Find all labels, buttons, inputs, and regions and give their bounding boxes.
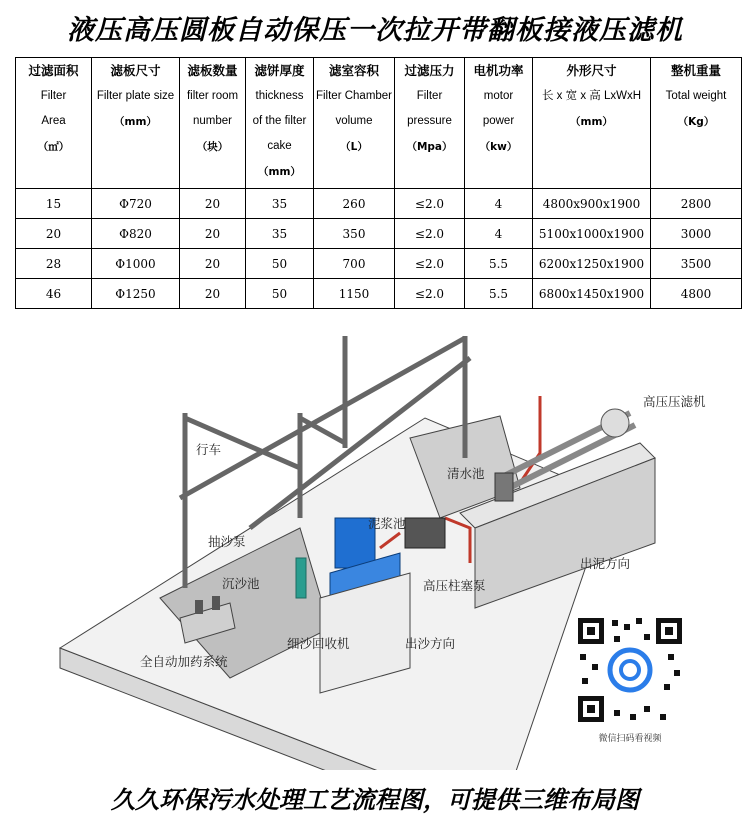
- sand-pump: [296, 558, 306, 598]
- table-cell: 6800x1450x1900: [533, 279, 651, 309]
- header-cn: 过滤压力: [404, 63, 455, 78]
- header-unit: （mm）: [258, 166, 301, 178]
- header-en: Area: [41, 115, 66, 127]
- table-cell: ≤2.0: [395, 279, 465, 309]
- spec-table: [15, 57, 742, 309]
- header-en: pressure: [407, 115, 452, 127]
- qr-code[interactable]: [574, 614, 686, 726]
- table-header-cell: [246, 58, 314, 189]
- header-unit: （mm）: [570, 116, 613, 128]
- table-cell: 2800: [651, 189, 742, 219]
- footer-caption: 久久环保污水处理工艺流程图，可提供三维布局图: [111, 786, 639, 814]
- header-en: Total weight: [665, 90, 727, 102]
- table-row: [16, 219, 742, 249]
- table-cell: 5100x1000x1900: [533, 219, 651, 249]
- header-cn: 电机功率: [473, 63, 524, 78]
- table-header-cell: [180, 58, 246, 189]
- table-cell: 20: [180, 279, 246, 309]
- table-cell: 4: [465, 219, 533, 249]
- table-cell: Φ1250: [92, 279, 180, 309]
- label-clear-pool: 清水池: [447, 466, 485, 481]
- table-header-cell: [533, 58, 651, 189]
- table-cell: 4: [465, 189, 533, 219]
- label-mud-pool: 泥浆池: [368, 516, 406, 531]
- header-cn: 滤板尺寸: [110, 63, 161, 78]
- header-en: thickness: [255, 90, 304, 102]
- table-header-cell: [92, 58, 180, 189]
- table-cell: 6200x1250x1900: [533, 249, 651, 279]
- header-unit: （㎡）: [37, 141, 70, 153]
- table-row: [16, 189, 742, 219]
- table-cell: 20: [180, 219, 246, 249]
- header-en: cake: [267, 140, 292, 152]
- table-row: [16, 279, 742, 309]
- header-en: Filter: [40, 90, 67, 102]
- header-unit: （mm）: [114, 116, 157, 128]
- label-sand-direction: 出沙方向: [405, 636, 456, 651]
- header-en: of the filter: [252, 115, 307, 127]
- table-cell: 3000: [651, 219, 742, 249]
- header-cn: 滤室容积: [328, 63, 379, 78]
- header-unit: （L）: [340, 141, 368, 153]
- label-mud-direction: 出泥方向: [580, 556, 631, 571]
- label-press: 高压压滤机: [643, 394, 706, 409]
- label-dosing: 全自动加药系统: [140, 654, 228, 669]
- table-cell: 20: [16, 219, 92, 249]
- header-unit: （kw）: [479, 141, 518, 153]
- header-en: Filter: [416, 90, 443, 102]
- header-cn: 滤板数量: [187, 63, 238, 78]
- table-cell: 350: [314, 219, 395, 249]
- header-cn: 过滤面积: [28, 63, 79, 78]
- header-unit: （Kg）: [677, 116, 715, 128]
- table-cell: 20: [180, 189, 246, 219]
- table-cell: 28: [16, 249, 92, 279]
- table-cell: 260: [314, 189, 395, 219]
- table-header-cell: [16, 58, 92, 189]
- label-crane: 行车: [196, 442, 222, 457]
- table-cell: 5.5: [465, 249, 533, 279]
- label-sand-pump: 抽沙泵: [208, 534, 246, 549]
- table-header-cell: [651, 58, 742, 189]
- header-en: power: [482, 115, 515, 127]
- table-cell: ≤2.0: [395, 219, 465, 249]
- table-cell: 4800x900x1900: [533, 189, 651, 219]
- header-en: motor: [483, 90, 514, 102]
- table-cell: 20: [180, 249, 246, 279]
- label-fine-sand: 细沙回收机: [287, 636, 350, 651]
- table-cell: Φ1000: [92, 249, 180, 279]
- table-cell: 50: [246, 249, 314, 279]
- table-cell: 35: [246, 189, 314, 219]
- header-unit: （块）: [196, 141, 229, 153]
- page-title: 液压高压圆板自动保压一次拉开带翻板接液压滤机: [67, 15, 683, 46]
- table-cell: ≤2.0: [395, 249, 465, 279]
- header-cn: 外形尺寸: [566, 63, 617, 78]
- table-header-row: [16, 58, 742, 189]
- label-piston-pump: 高压柱塞泵: [423, 578, 486, 593]
- header-en: 长 x 宽 x 高 LxWxH: [541, 90, 642, 102]
- header-en: filter room: [186, 90, 239, 102]
- header-unit: （Mpa）: [406, 141, 453, 153]
- table-cell: Φ720: [92, 189, 180, 219]
- table-cell: 1150: [314, 279, 395, 309]
- table-header-cell: [395, 58, 465, 189]
- header-en: Filter plate size: [96, 90, 175, 102]
- table-cell: 35: [246, 219, 314, 249]
- qr-caption: 微信扫码看视频: [598, 734, 662, 744]
- table-cell: 5.5: [465, 279, 533, 309]
- table-cell: 46: [16, 279, 92, 309]
- header-en: number: [193, 115, 232, 127]
- header-cn: 整机重量: [670, 63, 721, 78]
- table-body: [16, 189, 742, 309]
- table-cell: Φ820: [92, 219, 180, 249]
- table-cell: 3500: [651, 249, 742, 279]
- header-cn: 滤饼厚度: [254, 63, 305, 78]
- piston-pump: [405, 518, 445, 548]
- table-cell: 15: [16, 189, 92, 219]
- table-header-cell: [314, 58, 395, 189]
- table-cell: 4800: [651, 279, 742, 309]
- table-row: [16, 249, 742, 279]
- header-en: volume: [335, 115, 373, 127]
- label-settling-pool: 沉沙池: [222, 576, 260, 591]
- table-cell: 50: [246, 279, 314, 309]
- table-header-cell: [465, 58, 533, 189]
- table-cell: ≤2.0: [395, 189, 465, 219]
- header-en: Filter Chamber: [315, 90, 393, 102]
- table-cell: 700: [314, 249, 395, 279]
